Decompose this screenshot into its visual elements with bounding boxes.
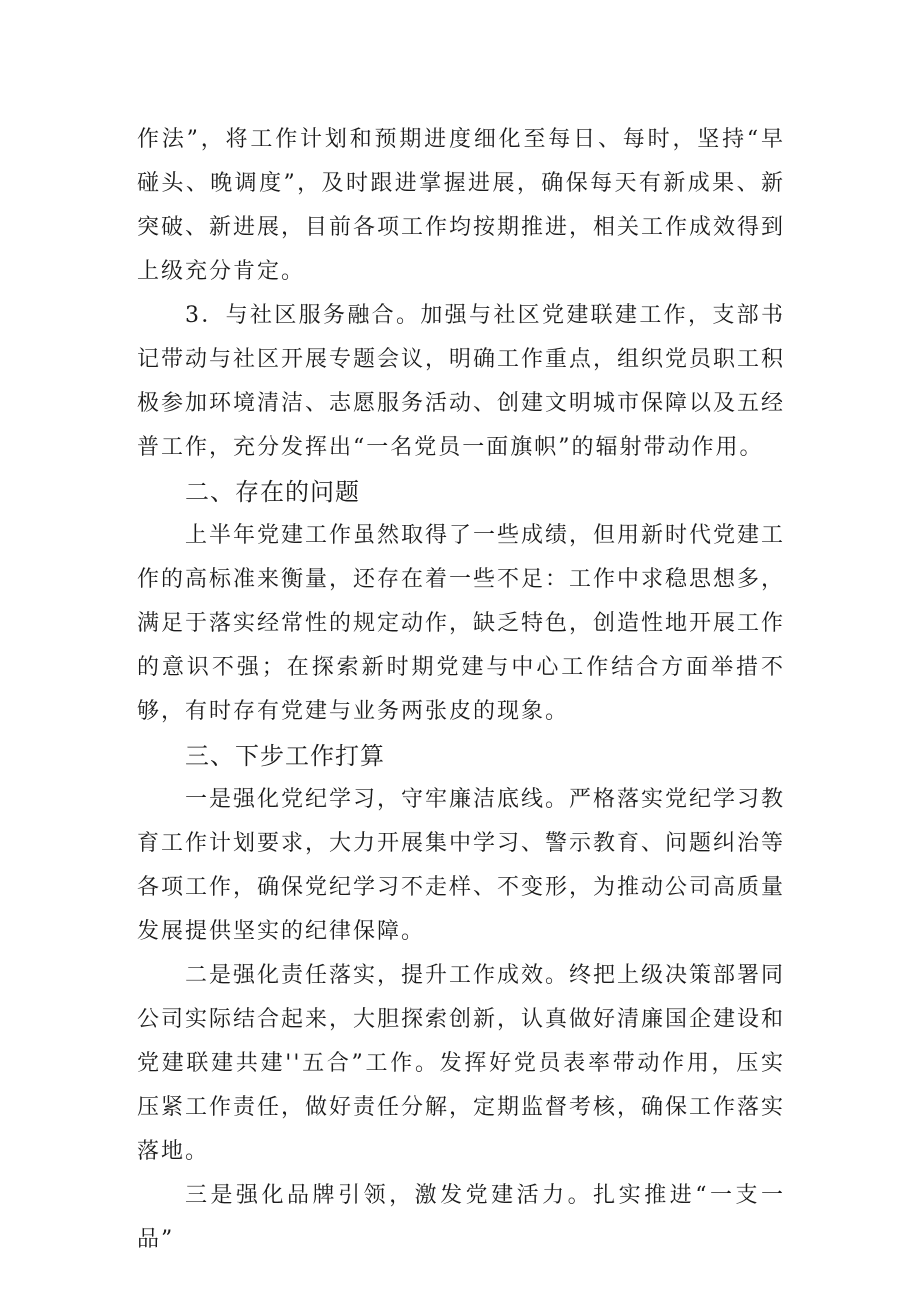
section-heading-problems: 二、存在的问题	[185, 478, 360, 506]
paragraph-problems: 上半年党建工作虽然取得了一些成绩，但用新时代党建工作的高标准来衡量，还存在着一些不足：工作中求稳思想多，满足于落实经常性的规定动作，缺乏特色，创造性地开展工作的意识不强；在探索新时期党建与中心工作结合方面举措不够，有时存有党建与业务两张皮的现象。	[137, 523, 786, 724]
document-body	[137, 118, 785, 1262]
paragraph-next-step-1: 一是强化党纪学习，守牢廉洁底线。严格落实党纪学习教育工作计划要求，大力开展集中学习、警示教育、问题纠治等各项工作，确保党纪学习不走样、不变形，为推动公司高质量发展提供坚实的纪律保障。	[137, 787, 786, 944]
paragraph-next-step-2: 二是强化责任落实，提升工作成效。终把上级决策部署同公司实际结合起来，大胆探索创新，认真做好清廉国企建设和党建联建共建''五合”工作。发挥好党员表率带动作用，压实压紧工作责任，做好责任分解，定期监督考核，确保工作落实落地。	[137, 963, 786, 1164]
paragraph-continuation: 作法”，将工作计划和预期进度细化至每日、每时，坚持“早碰头、晚调度”，及时跟进掌握进展，确保每天有新成果、新突破、新进展，目前各项工作均按期推进，相关工作成效得到上级充分肯定。	[137, 127, 786, 284]
paragraph-community-integration: 3．与社区服务融合。加强与社区党建联建工作，支部书记带动与社区开展专题会议，明确工作重点，组织党员职工积极参加环境清洁、志愿服务活动、创建文明城市保障以及五经普工作，充分发挥出“一名党员一面旗帜”的辐射带动作用。	[137, 303, 786, 460]
section-heading-next-steps: 三、下步工作打算	[185, 742, 385, 770]
paragraph-next-step-3: 三是强化品牌引领，激发党建活力。扎实推进“一支一品”	[137, 1183, 785, 1252]
